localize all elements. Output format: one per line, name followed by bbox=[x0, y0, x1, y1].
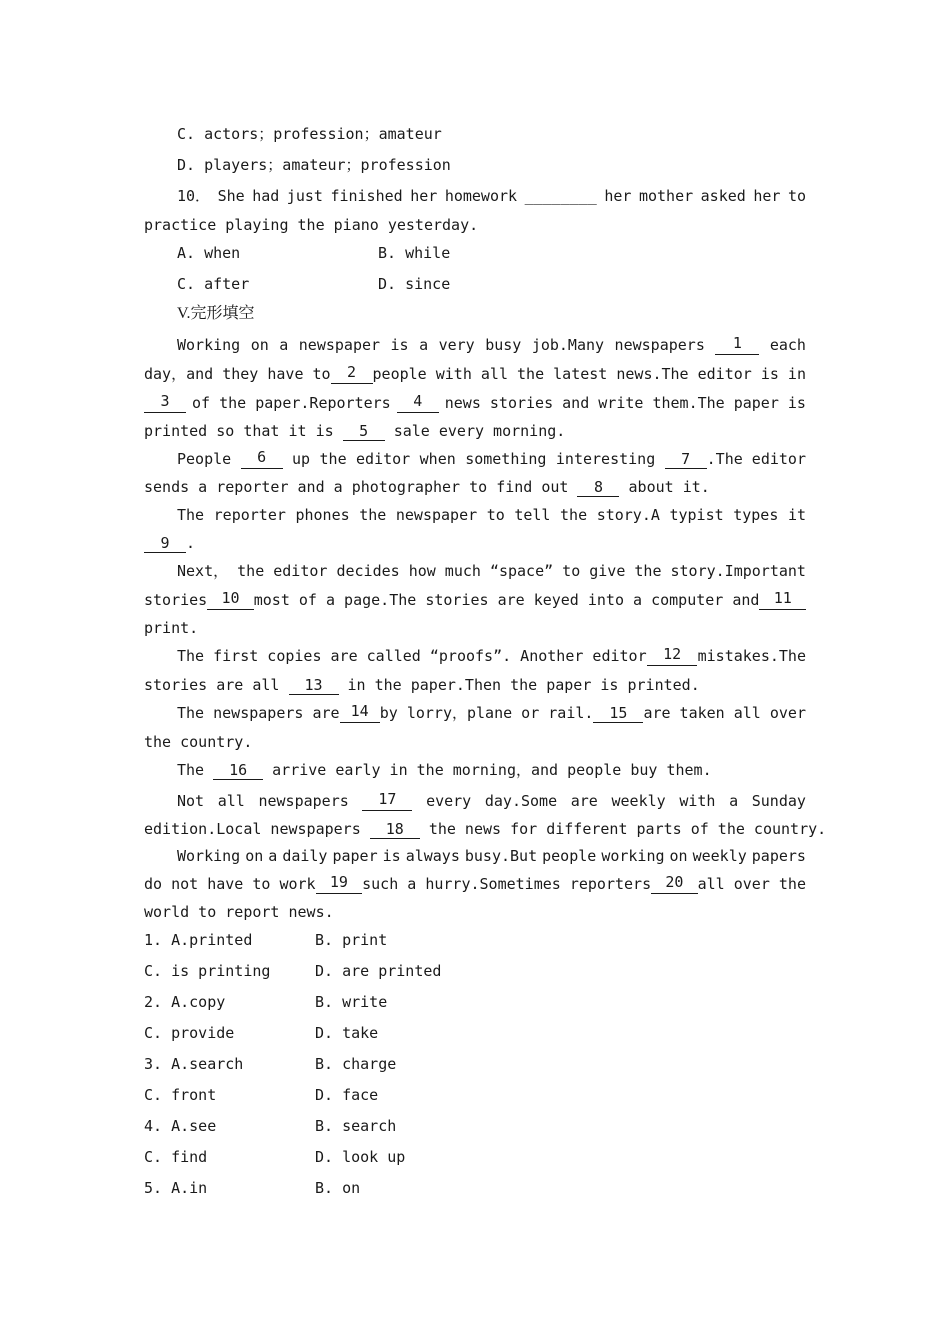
blank-10[interactable]: 10 bbox=[207, 590, 254, 610]
blank-1[interactable]: 1 bbox=[715, 335, 759, 355]
passage-word: the bbox=[359, 506, 387, 524]
blank-5[interactable]: 5 bbox=[343, 423, 385, 441]
passage-line bbox=[177, 703, 806, 723]
passage-text: stories are all bbox=[144, 676, 280, 694]
passage-text: edition.Local newspapers bbox=[144, 820, 361, 838]
blank-12[interactable]: 12 bbox=[647, 646, 697, 666]
passage-word: newspapers bbox=[258, 792, 349, 810]
passage-word: interesting bbox=[555, 450, 656, 468]
answer-option: D. face bbox=[315, 1086, 379, 1104]
passage-word: all bbox=[217, 792, 245, 810]
q10-word: homework bbox=[444, 187, 518, 205]
q10-word: mother bbox=[638, 187, 694, 205]
passage-word: Working bbox=[177, 847, 241, 865]
passage-word: the bbox=[560, 506, 588, 524]
passage-word: day.Some bbox=[484, 792, 558, 810]
passage-word: “space” bbox=[489, 562, 554, 580]
passage-text: of the paper.Reporters bbox=[192, 394, 391, 412]
passage-word: much bbox=[444, 562, 481, 580]
blank-3[interactable]: 3 bbox=[144, 393, 186, 413]
passage-line bbox=[177, 760, 712, 780]
passage-word: up bbox=[292, 450, 311, 468]
blank-8[interactable]: 8 bbox=[577, 479, 619, 497]
passage-word: newspaper bbox=[395, 506, 478, 524]
passage-line: the country. bbox=[144, 733, 253, 751]
answer-option: 1. A.printed bbox=[144, 931, 253, 949]
passage-line bbox=[144, 533, 195, 553]
answer-option: 4. A.see bbox=[144, 1117, 217, 1135]
passage-word: phones bbox=[295, 506, 350, 524]
passage-word: paper bbox=[332, 847, 378, 865]
passage-word: People bbox=[177, 450, 232, 468]
passage-word: on bbox=[245, 847, 264, 865]
passage-word: each bbox=[769, 336, 806, 354]
passage-word: reporter bbox=[213, 506, 286, 524]
passage-text: The bbox=[177, 761, 205, 779]
passage-line bbox=[144, 590, 806, 610]
passage-text: by lorry，plane or rail. bbox=[379, 704, 594, 722]
passage-word: newspaper bbox=[298, 336, 381, 354]
passage-text: sale every morning. bbox=[393, 422, 566, 440]
q10-word: just bbox=[286, 187, 323, 205]
passage-word: to bbox=[486, 506, 505, 524]
passage-word: give bbox=[589, 562, 626, 580]
passage-text: do not have to work bbox=[144, 875, 316, 893]
passage-word: when bbox=[419, 450, 456, 468]
passage-word: tell bbox=[514, 506, 551, 524]
section-heading: V.完形填空 bbox=[177, 305, 255, 322]
passage-word: on bbox=[250, 336, 269, 354]
answer-option: D. look up bbox=[315, 1148, 406, 1166]
passage-word: people bbox=[542, 847, 597, 865]
passage-line bbox=[177, 335, 806, 355]
passage-line: print. bbox=[144, 619, 199, 637]
answer-option: C. is printing bbox=[144, 962, 271, 980]
blank-20[interactable]: 20 bbox=[651, 874, 698, 894]
passage-word: daily bbox=[282, 847, 328, 865]
blank-19[interactable]: 19 bbox=[316, 874, 363, 894]
passage-word: every bbox=[426, 792, 472, 810]
answer-option: C. provide bbox=[144, 1024, 235, 1042]
passage-text: The newspapers are bbox=[177, 704, 340, 722]
document-page bbox=[144, 0, 827, 1344]
q10-option-d: D. since bbox=[378, 275, 451, 293]
passage-word: weekly bbox=[611, 792, 666, 810]
passage-text: day，and they have to bbox=[144, 365, 331, 383]
passage-word: Working bbox=[177, 336, 241, 354]
blank-2[interactable]: 2 bbox=[331, 364, 373, 384]
passage-line bbox=[177, 646, 806, 666]
q10-option-c: C. after bbox=[177, 275, 250, 293]
blank-17[interactable]: 17 bbox=[362, 791, 412, 811]
passage-line bbox=[144, 364, 806, 384]
passage-word: working bbox=[601, 847, 665, 865]
answer-option: D. are printed bbox=[315, 962, 442, 980]
passage-word: always bbox=[405, 847, 460, 865]
passage-word: newspapers bbox=[614, 336, 705, 354]
passage-line bbox=[144, 421, 565, 441]
q10-stem-line2: practice playing the piano yesterday. bbox=[144, 216, 479, 234]
passage-line bbox=[144, 393, 806, 413]
passage-word: is bbox=[390, 336, 409, 354]
q10-stem-line1 bbox=[177, 186, 806, 206]
passage-word: editor bbox=[273, 562, 328, 580]
passage-word: very bbox=[438, 336, 475, 354]
blank-13[interactable]: 13 bbox=[289, 677, 339, 695]
passage-line bbox=[144, 477, 710, 497]
passage-text: The first copies are called “proofs”. Another editor bbox=[177, 647, 647, 665]
passage-line bbox=[177, 505, 806, 525]
passage-word: the bbox=[237, 562, 265, 580]
passage-text: in the paper.Then the paper is printed. bbox=[347, 676, 700, 694]
q9-option-c: C. actors；profession；amateur bbox=[177, 125, 442, 143]
q10-word: had bbox=[252, 187, 280, 205]
q10-option-a: A. when bbox=[177, 244, 241, 262]
answer-option: C. find bbox=[144, 1148, 208, 1166]
answer-option: B. print bbox=[315, 931, 388, 949]
blank-16[interactable]: 16 bbox=[213, 762, 263, 780]
answer-option: B. charge bbox=[315, 1055, 397, 1073]
passage-word: the bbox=[634, 562, 662, 580]
blank-15[interactable]: 15 bbox=[593, 705, 643, 723]
passage-word: Sunday bbox=[751, 792, 806, 810]
passage-line bbox=[144, 819, 826, 839]
passage-word: is bbox=[382, 847, 401, 865]
answer-option: 2. A.copy bbox=[144, 993, 226, 1011]
passage-word: Next， bbox=[177, 562, 229, 580]
passage-word: busy bbox=[485, 336, 522, 354]
q10-word: to bbox=[787, 187, 806, 205]
answer-option: B. on bbox=[315, 1179, 361, 1197]
q10-word: her bbox=[753, 187, 781, 205]
passage-word: on bbox=[669, 847, 688, 865]
answer-option: C. front bbox=[144, 1086, 217, 1104]
blank-6[interactable]: 6 bbox=[241, 449, 283, 469]
passage-word: decides bbox=[336, 562, 400, 580]
passage-line bbox=[144, 874, 806, 894]
passage-text: mistakes.The bbox=[697, 647, 806, 665]
answer-option: 3. A.search bbox=[144, 1055, 244, 1073]
passage-word: with bbox=[679, 792, 716, 810]
passage-word: a bbox=[729, 792, 739, 810]
passage-text: all over the bbox=[697, 875, 806, 893]
answer-option: 5. A.in bbox=[144, 1179, 208, 1197]
passage-word: Not bbox=[177, 792, 205, 810]
passage-text: . bbox=[186, 534, 196, 552]
blank-9[interactable]: 9 bbox=[144, 535, 186, 553]
passage-text: news stories and write them.The paper is bbox=[444, 394, 806, 412]
q10-word: asked bbox=[700, 187, 746, 205]
passage-line bbox=[144, 675, 700, 695]
passage-line bbox=[177, 791, 806, 811]
passage-word: story.A bbox=[596, 506, 660, 524]
q9-option-d: D. players；amateur；profession bbox=[177, 156, 451, 174]
passage-text: .The editor bbox=[706, 450, 806, 468]
q10-word: her bbox=[410, 187, 438, 205]
passage-word: how bbox=[408, 562, 436, 580]
answer-option: B. write bbox=[315, 993, 388, 1011]
passage-word: The bbox=[177, 506, 205, 524]
passage-word: a bbox=[268, 847, 278, 865]
passage-word: papers bbox=[751, 847, 806, 865]
q10-word: She bbox=[217, 187, 245, 205]
passage-word: types bbox=[733, 506, 779, 524]
answer-option: D. take bbox=[315, 1024, 379, 1042]
passage-word: job.Many bbox=[531, 336, 605, 354]
passage-text: people with all the latest news.The editor is in bbox=[372, 365, 806, 383]
passage-word: to bbox=[562, 562, 581, 580]
passage-text: about it. bbox=[628, 478, 710, 496]
passage-text: such a hurry.Sometimes reporters bbox=[362, 875, 652, 893]
passage-text: arrive early in the morning，and people buy them. bbox=[272, 761, 712, 779]
blank-7[interactable]: 7 bbox=[665, 451, 707, 469]
passage-text: are taken all over bbox=[643, 704, 806, 722]
passage-line bbox=[177, 846, 806, 866]
answer-option: B. search bbox=[315, 1117, 397, 1135]
passage-word: the bbox=[319, 450, 347, 468]
passage-word: story.Important bbox=[670, 562, 806, 580]
passage-line: world to report news. bbox=[144, 903, 334, 921]
passage-word: busy.But bbox=[464, 847, 538, 865]
passage-word: editor bbox=[356, 450, 411, 468]
passage-text: sends a reporter and a photographer to find out bbox=[144, 478, 569, 496]
passage-text: most of a page.The stories are keyed into a computer and bbox=[253, 591, 760, 609]
passage-word: something bbox=[465, 450, 547, 468]
blank-11[interactable]: 11 bbox=[759, 590, 806, 610]
q10-word: her bbox=[604, 187, 632, 205]
passage-word: weekly bbox=[692, 847, 747, 865]
passage-word: it bbox=[787, 506, 806, 524]
passage-word: a bbox=[279, 336, 289, 354]
passage-text: the news for different parts of the country. bbox=[428, 820, 827, 838]
blank-4[interactable]: 4 bbox=[397, 393, 439, 413]
q10-answer-blank[interactable]: ________ bbox=[524, 187, 597, 205]
passage-text: printed so that it is bbox=[144, 422, 334, 440]
passage-word: a bbox=[419, 336, 429, 354]
passage-word: typist bbox=[669, 506, 724, 524]
passage-line bbox=[177, 561, 806, 581]
q10-option-b: B. while bbox=[378, 244, 451, 262]
q10-word: finished bbox=[330, 187, 403, 205]
blank-18[interactable]: 18 bbox=[370, 821, 420, 839]
passage-text: stories bbox=[144, 591, 208, 609]
blank-14[interactable]: 14 bbox=[340, 703, 380, 723]
q10-word: 10． bbox=[177, 187, 211, 205]
passage-word: are bbox=[570, 792, 598, 810]
passage-line bbox=[177, 449, 806, 469]
